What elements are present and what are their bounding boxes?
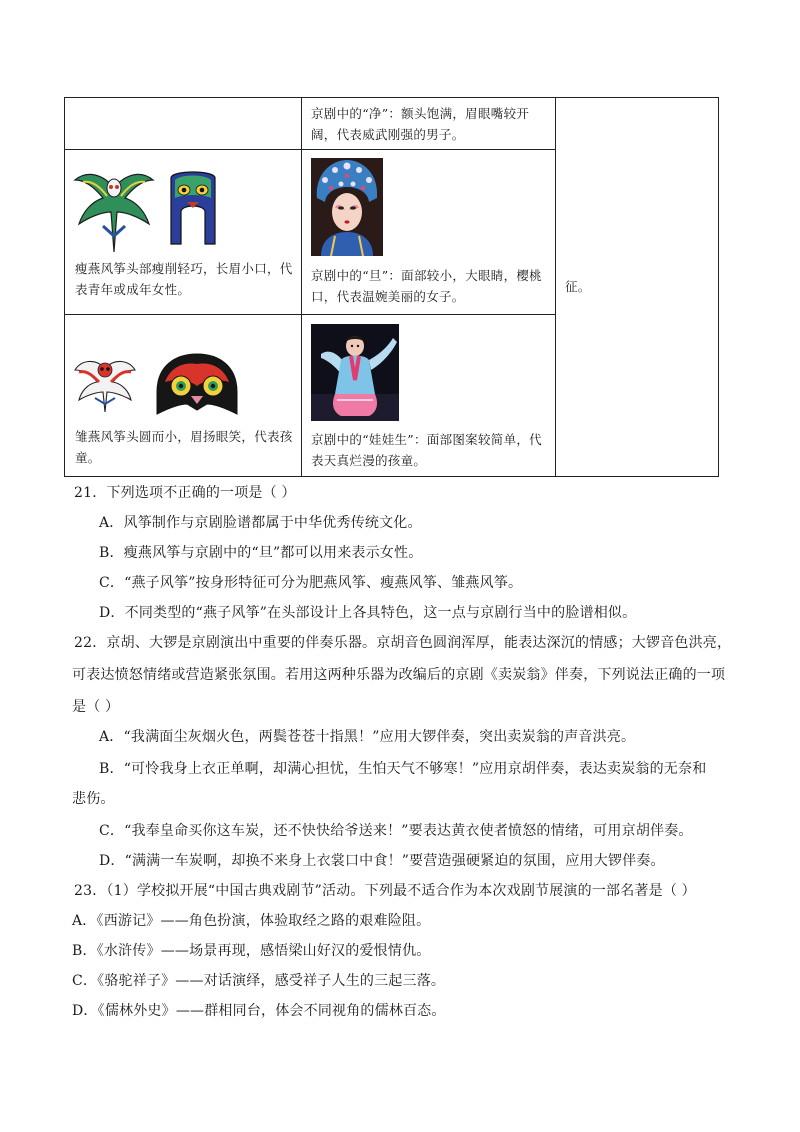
question-22-stem-line-2: 可表达愤怒情绪或营造紧张氛围。若用这两种乐器为改编后的京剧《卖炭翁》伴奏，下列说法正确的一项	[72, 667, 726, 683]
question-23-option-c: C．《骆驼祥子》——对话演绎，感受祥子人生的三起三落。	[72, 973, 446, 989]
question-22-option-a: A．“我满面尘灰烟火色，两鬓苍苍十指黑！”应用大锣伴奏，突出卖炭翁的声音洪亮。	[99, 729, 636, 745]
question-21-option-d: D．不同类型的“燕子风筝”在头部设计上各具特色，这一点与京剧行当中的脸谱相似。	[99, 605, 637, 621]
question-23-option-b: B．《水浒传》——场景再现，感悟梁山好汉的爱恨情仇。	[72, 943, 431, 959]
question-22-stem-line-3: 是（ ）	[72, 699, 120, 715]
opera-dan-description: 京剧中的“旦”：面部较小，大眼睛，樱桃口，代表温婉美丽的女子。	[311, 268, 542, 304]
table-divider	[555, 98, 556, 476]
question-22-option-b-continued: 悲伤。	[72, 791, 115, 807]
comparison-table	[64, 97, 719, 477]
thin-swallow-kite-description: 瘦燕风筝头部瘦削轻巧，长眉小口，代表青年或成年女性。	[75, 261, 293, 297]
question-21-option-c: C．“燕子风筝”按身形特征可分为肥燕风筝、瘦燕风筝、雏燕风筝。	[99, 575, 523, 591]
question-22-option-b: B．“可怜我身上衣正单啊，却满心担忧，生怕天气不够寒！”应用京胡伴奏，表达卖炭翁的无奈和	[99, 761, 707, 777]
right-column-text: 征。	[565, 279, 591, 294]
opera-jing-description: 京剧中的“净”：额头饱满，眉眼嘴较开阔，代表威武刚强的男子。	[311, 106, 530, 142]
question-22-stem-line-1: 22．京胡、大锣是京剧演出中重要的伴奏乐器。京胡音色圆润浑厚，能表达深沉的情感；大锣音色洪亮，	[74, 635, 732, 651]
young-swallow-kite-image	[73, 354, 137, 412]
question-21-stem: 21．下列选项不正确的一项是（ ）	[74, 485, 296, 501]
opera-dan-photo	[311, 158, 383, 256]
question-21-option-a: A．风筝制作与京剧脸谱都属于中华优秀传统文化。	[99, 515, 422, 531]
young-swallow-kite-description: 雏燕风筝头圆而小，眉扬眼笑，代表孩童。	[75, 429, 293, 465]
question-21-option-b: B．瘦燕风筝与京剧中的“旦”都可以用来表示女性。	[99, 545, 423, 561]
young-swallow-kite-head-image	[155, 352, 239, 416]
table-divider	[65, 149, 555, 150]
table-divider	[301, 98, 302, 476]
thin-swallow-kite-image	[73, 166, 155, 252]
question-22-option-d: D．“满满一车炭啊，却换不来身上衣裳口中食！”要营造强硬紧迫的氛围，应用大锣伴奏。	[99, 853, 665, 869]
opera-wawasheng-photo	[311, 324, 399, 421]
question-23-option-a: A．《西游记》——角色扮演，体验取经之路的艰难险阻。	[72, 913, 431, 929]
question-23-option-d: D．《儒林外史》——群相同台，体会不同视角的儒林百态。	[72, 1003, 446, 1019]
thin-swallow-kite-head-image	[167, 168, 219, 246]
table-divider	[65, 314, 555, 315]
opera-wawasheng-description: 京剧中的“娃娃生”：面部图案较简单，代表天真烂漫的孩童。	[311, 432, 542, 468]
question-22-option-c: C．“我奉皇命买你这车炭，还不快快给爷送来！”要表达黄衣使者愤怒的情绪，可用京胡伴奏。	[99, 823, 693, 839]
question-23-stem: 23．（1）学校拟开展“中国古典戏剧节”活动。下列最不适合作为本次戏剧节展演的一部名著是（ ）	[74, 883, 696, 899]
